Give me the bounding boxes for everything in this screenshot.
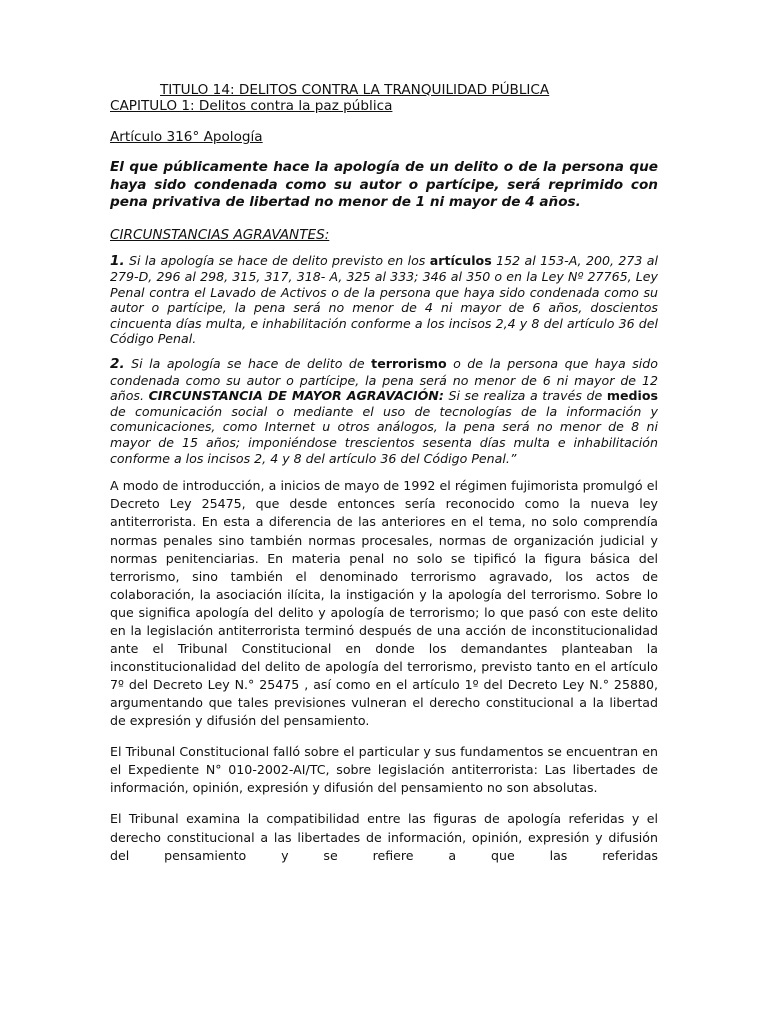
item-text: Si la apología se hace de delito de [124,356,372,372]
item-bold-text: medios [606,388,658,404]
aggravating-item-1 [110,253,658,348]
item-number: 2. [110,356,125,373]
item-text: Si la apología se hace de delito previsto en los [124,252,430,268]
article-heading: Artículo 316° Apología [110,129,263,145]
article-text: El que públicamente hace la apología de un delito o de la persona que haya sido condenada como su autor o partícipe, será reprimido con pena privativa de libertad no menor de 1 ni mayor de 4 años. [110,159,658,210]
item-text: 152 al 153-A, 200, 273 al 279-D, 296 al 298, 315, 317, 318- A, 325 al 333; 346 al 350 o en la Ley Nº 27765, Ley Penal contra el Lavado de Activos o de la persona que haya sido condenada como su autor o partícipe, la pena será no menor de 4 ni mayor de 6 años, doscientos cincuenta días multa, e inhabilitación conforme a los incisos 2,4 y 8 del artículo 36 del Código Penal. [110,252,658,347]
document-page [110,82,658,877]
body-paragraph: El Tribunal Constitucional falló sobre el particular y sus fundamentos se encuentran en el Expediente N° 010-2002-AI/TC, sobre legislación antiterrorista: Las libertades de información, opinión, expresión y difusión del pensamiento no son absolutas. [110,744,658,796]
body-paragraph: A modo de introducción, a inicios de mayo de 1992 el régimen fujimorista promulgó el Decreto Ley 25475, que desde entonces sería reconocido como la nueva ley antiterrorista. En esta a diferencia de las anteriores en el tema, no solo comprendía normas penales sino también normas procesales, normas de organización judicial y normas penitenciarias. En materia penal no solo se tipificó la figura básica del terrorismo, sino también el denominado terrorismo agravado, los actos de colaboración, la asociación ilícita, la instigación y la apología del terrorismo. Sobre lo que significa apología del delito y apología de terrorismo; lo que pasó con este delito en la legislación antiterrorista terminó después de una acción de inconstitucionalidad ante el Tribunal Constitucional en donde los demandantes planteaban la inconstitucionalidad del delito de apología del terrorismo, previsto tanto en el artículo 7º del Decreto Ley N.° 25475 , así como en el artículo 1º del Decreto Ley N.° 25880, argumentando que tales previsiones vulneran el derecho constitucional a la libertad de expresión y difusión del pensamiento. [110,478,658,729]
item-bold-text: CIRCUNSTANCIA DE MAYOR AGRAVACIÓN: [148,388,444,404]
item-bold-text: terrorismo [371,356,447,372]
item-bold-text: artículos [429,252,492,268]
item-number: 1. [110,252,125,269]
aggravating-item-2 [110,356,658,466]
item-text: o de la persona que haya sido condenada como su autor o partícipe, la pena será no menor de 6 ni mayor de 12 años. [110,356,658,404]
item-text: Si se realiza a través de [443,388,607,404]
aggravating-circumstances-heading: CIRCUNSTANCIAS AGRAVANTES: [110,226,330,243]
body-paragraph: El Tribunal examina la compatibilidad entre las figuras de apología referidas y el derecho constitucional a las libertades de información, opinión, expresión y difusión del pensamiento y se refiere a que las referidas [110,811,658,863]
item-text: de comunicación social o mediante el uso de tecnologías de la información y comunicaciones, como Internet u otros análogos, la pena será no menor de 8 ni mayor de 15 años; imponiéndose trescientos sesenta días multa e inhabilitación conforme a los incisos 2, 4 y 8 del artículo 36 del Código Penal.” [110,403,658,466]
chapter-title: CAPITULO 1: Delitos contra la paz pública [110,98,393,114]
document-title: TITULO 14: DELITOS CONTRA LA TRANQUILIDAD PÚBLICA [160,82,550,98]
